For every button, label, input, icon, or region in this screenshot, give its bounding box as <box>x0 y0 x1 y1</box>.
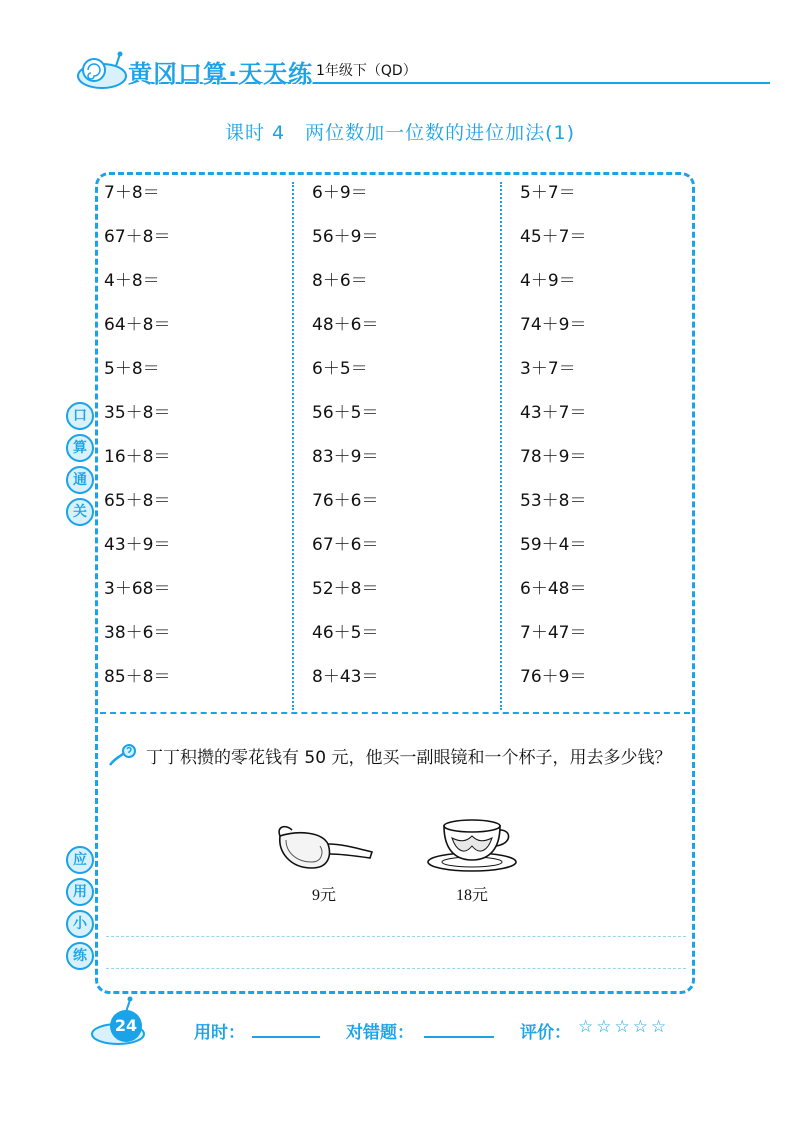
exercise-item: 74＋9＝ <box>520 315 587 335</box>
exercise-item: 67＋8＝ <box>104 227 171 247</box>
answer-line <box>106 936 686 937</box>
lesson-title: 课时 4 两位数加一位数的进位加法(1) <box>224 122 576 144</box>
exercise-item: 43＋7＝ <box>520 403 587 423</box>
time-label: 用时： <box>194 1023 245 1043</box>
exercise-item: 45＋7＝ <box>520 227 587 247</box>
exercise-item: 53＋8＝ <box>520 491 587 511</box>
cup-icon <box>424 812 520 874</box>
correct-count-blank[interactable] <box>424 1036 494 1038</box>
glasses-icon <box>272 822 376 874</box>
exercise-item: 6＋9＝ <box>312 183 368 203</box>
section-badge-char: 口 <box>66 402 94 430</box>
exercise-item: 65＋8＝ <box>104 491 171 511</box>
glasses-item <box>272 822 376 905</box>
exercise-item: 7＋8＝ <box>104 183 160 203</box>
exercise-item: 46＋5＝ <box>312 623 379 643</box>
problem-text: 丁丁积攒的零花钱有 50 元，他买一副眼镜和一个杯子，用去多少钱？ <box>146 748 672 768</box>
page-number: 24 <box>110 1010 142 1042</box>
brand-title: 黄冈口算·天天练 <box>128 60 314 88</box>
exercise-item: 5＋8＝ <box>104 359 160 379</box>
question-lightbulb-icon <box>106 743 140 769</box>
exercise-item: 4＋8＝ <box>104 271 160 291</box>
correct-count-label: 对错题： <box>346 1023 414 1043</box>
cup-price: 18元 <box>455 887 488 904</box>
exercise-item: 8＋6＝ <box>312 271 368 291</box>
exercise-item: 56＋9＝ <box>312 227 379 247</box>
exercise-item: 35＋8＝ <box>104 403 171 423</box>
exercise-item: 56＋5＝ <box>312 403 379 423</box>
cup-item <box>424 812 520 905</box>
exercise-item: 38＋6＝ <box>104 623 171 643</box>
rating-label: 评价： <box>520 1023 571 1043</box>
column-divider <box>500 182 502 710</box>
exercise-item: 59＋4＝ <box>520 535 587 555</box>
exercise-item: 83＋9＝ <box>312 447 379 467</box>
section-divider <box>100 712 690 714</box>
exercise-item: 52＋8＝ <box>312 579 379 599</box>
exercise-item: 7＋47＝ <box>520 623 587 643</box>
exercise-item: 43＋9＝ <box>104 535 171 555</box>
exercise-item: 78＋9＝ <box>520 447 587 467</box>
exercise-item: 4＋9＝ <box>520 271 576 291</box>
section-badge-char: 练 <box>66 942 94 970</box>
exercise-item: 76＋9＝ <box>520 667 587 687</box>
answer-line <box>106 968 686 969</box>
exercise-item: 3＋68＝ <box>104 579 171 599</box>
column-divider <box>292 182 294 710</box>
application-badges <box>66 846 92 974</box>
section-badge-char: 关 <box>66 498 94 526</box>
exercise-item: 6＋5＝ <box>312 359 368 379</box>
exercise-item: 5＋7＝ <box>520 183 576 203</box>
page-header <box>0 48 800 98</box>
worksheet-frame <box>95 172 695 994</box>
word-problem <box>106 738 690 778</box>
rating-stars[interactable]: ☆☆☆☆☆ <box>578 1017 670 1037</box>
time-blank[interactable] <box>252 1036 320 1038</box>
exercise-item: 6＋48＝ <box>520 579 587 599</box>
page-footer <box>0 1000 800 1060</box>
section-badge-char: 通 <box>66 466 94 494</box>
exercise-item: 16＋8＝ <box>104 447 171 467</box>
snail-logo-icon <box>72 50 128 90</box>
exercise-item: 64＋8＝ <box>104 315 171 335</box>
glasses-price: 9元 <box>311 887 336 904</box>
section-badge-char: 用 <box>66 878 94 906</box>
section-badge-char: 小 <box>66 910 94 938</box>
exercise-item: 48＋6＝ <box>312 315 379 335</box>
exercise-item: 85＋8＝ <box>104 667 171 687</box>
section-badge-char: 算 <box>66 434 94 462</box>
exercise-item: 8＋43＝ <box>312 667 379 687</box>
grade-label: 1年级下（QD） <box>316 63 417 79</box>
exercise-item: 76＋6＝ <box>312 491 379 511</box>
exercise-item: 3＋7＝ <box>520 359 576 379</box>
section-badge-char: 应 <box>66 846 94 874</box>
oral-calc-badges <box>66 402 92 530</box>
exercise-item: 67＋6＝ <box>312 535 379 555</box>
